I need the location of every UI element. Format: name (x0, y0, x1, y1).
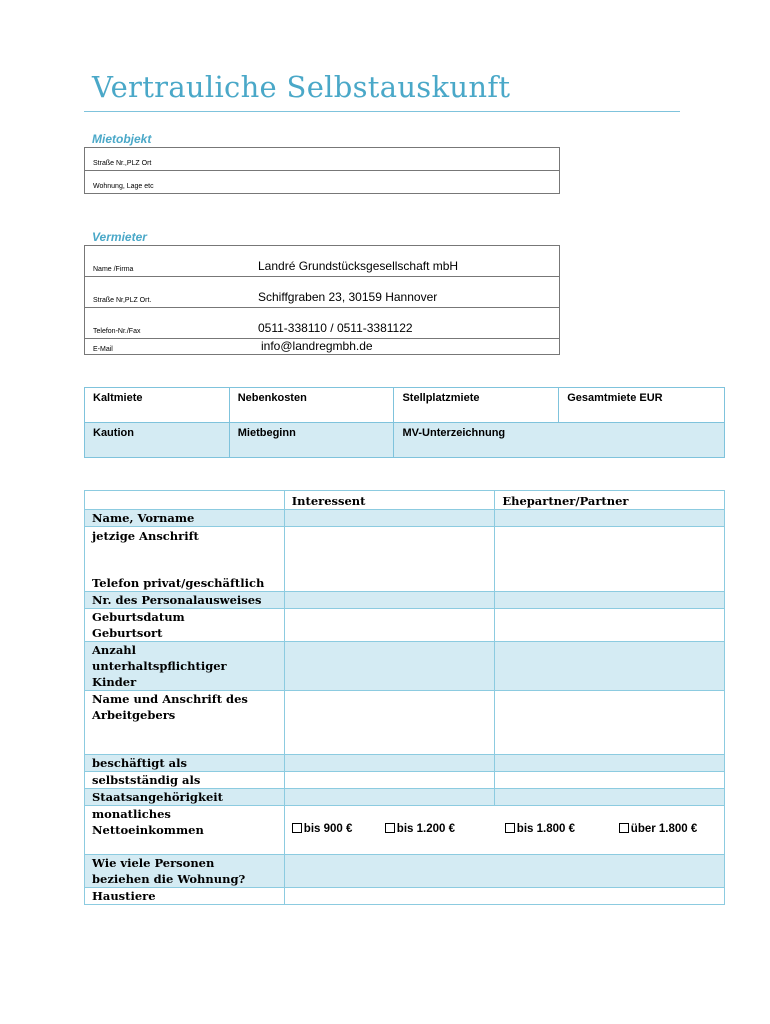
row-label-geburt (85, 609, 285, 642)
row-label-arbeitgeber-line1: Name und Anschrift des (92, 692, 248, 706)
row-label-personen-line1: Wie viele Personen (92, 856, 215, 870)
miete-table (84, 387, 725, 458)
row-label-kinder-line1: Anzahl (92, 643, 136, 657)
row-label-selbststaendig: selbstständig als (85, 772, 285, 789)
partner-staat-cell[interactable] (495, 789, 725, 806)
haustiere-cell[interactable] (284, 888, 724, 905)
interessent-anschrift-cell[interactable] (284, 527, 495, 592)
vermieter-address-value: Schiffgraben 23, 30159 Hannover (250, 277, 560, 308)
income-options (284, 806, 724, 855)
row-label-staatsangehoerigkeit: Staatsangehörigkeit (85, 789, 285, 806)
interessent-selbststaendig-cell[interactable] (284, 772, 495, 789)
partner-geburt-cell[interactable] (495, 609, 725, 642)
header-blank (85, 491, 285, 510)
income-option-label: über 1.800 € (630, 823, 698, 835)
income-option-label: bis 1.200 € (396, 823, 455, 835)
interessent-staat-cell[interactable] (284, 789, 495, 806)
vermieter-table (84, 245, 560, 355)
page-title: Vertrauliche Selbstauskunft (92, 70, 511, 104)
field-wohnung-lage[interactable]: Wohnung, Lage etc (85, 171, 560, 194)
field-stellplatzmiete[interactable]: Stellplatzmiete (394, 388, 559, 423)
interessent-arbeitgeber-cell[interactable] (284, 691, 495, 755)
row-label-haustiere: Haustiere (85, 888, 285, 905)
row-label-kinder-line2: unterhaltspflichtiger (92, 659, 227, 673)
vermieter-phone-label: Telefon-Nr./Fax (85, 308, 251, 339)
checkbox-icon[interactable] (385, 823, 395, 833)
vermieter-name-label: Name /Firma (85, 246, 251, 277)
title-divider (84, 111, 680, 112)
interessent-name-cell[interactable] (284, 510, 495, 527)
row-label-arbeitgeber (85, 691, 285, 755)
partner-arbeitgeber-cell[interactable] (495, 691, 725, 755)
field-kaution[interactable]: Kaution (85, 423, 230, 458)
row-label-personen-line2: beziehen die Wohnung? (92, 872, 246, 886)
personen-cell[interactable] (284, 855, 724, 888)
row-label-netto (85, 806, 285, 855)
header-interessent: Interessent (284, 491, 495, 510)
field-nebenkosten[interactable]: Nebenkosten (229, 388, 394, 423)
header-partner: Ehepartner/Partner (495, 491, 725, 510)
interessent-ausweis-cell[interactable] (284, 592, 495, 609)
section-label-vermieter: Vermieter (92, 230, 147, 244)
checkbox-icon[interactable] (292, 823, 302, 833)
income-option-1800[interactable] (505, 821, 575, 837)
row-label-netto-line2: Nettoeinkommen (92, 823, 204, 837)
income-option-1200[interactable] (385, 821, 455, 837)
field-kaltmiete[interactable]: Kaltmiete (85, 388, 230, 423)
vermieter-address-label: Straße Nr,PLZ Ort. (85, 277, 251, 308)
income-option-label: bis 900 € (303, 823, 353, 835)
partner-name-cell[interactable] (495, 510, 725, 527)
row-label-kinder-line3: Kinder (92, 675, 137, 689)
field-mietbeginn[interactable]: Mietbeginn (229, 423, 394, 458)
interessent-kinder-cell[interactable] (284, 642, 495, 691)
interessent-beschaeftigt-cell[interactable] (284, 755, 495, 772)
row-label-geburtsort: Geburtsort (92, 626, 163, 640)
partner-beschaeftigt-cell[interactable] (495, 755, 725, 772)
vermieter-phone-value: 0511-338110 / 0511-3381122 (250, 308, 560, 339)
vermieter-email-value: info@landregmbh.de (250, 339, 560, 355)
row-label-arbeitgeber-line2: Arbeitgebers (92, 708, 176, 722)
field-strasse-plz-ort[interactable]: Straße Nr.,PLZ Ort (85, 148, 560, 171)
row-label-netto-line1: monatliches (92, 807, 171, 821)
applicant-table (84, 490, 725, 905)
row-label-personen (85, 855, 285, 888)
row-label-beschaeftigt: beschäftigt als (85, 755, 285, 772)
section-label-mietobjekt: Mietobjekt (92, 132, 152, 146)
income-option-900[interactable] (292, 821, 353, 837)
vermieter-email-label: E-Mail (85, 339, 251, 355)
income-option-label: bis 1.800 € (516, 823, 575, 835)
field-gesamtmiete[interactable]: Gesamtmiete EUR (559, 388, 725, 423)
row-label-telefon: Telefon privat/geschäftlich (92, 576, 265, 590)
mietobjekt-table (84, 147, 560, 194)
row-label-geburtsdatum: Geburtsdatum (92, 610, 185, 624)
row-label-name: Name, Vorname (85, 510, 285, 527)
field-mv-unterzeichnung[interactable]: MV-Unterzeichnung (394, 423, 725, 458)
row-label-kinder (85, 642, 285, 691)
partner-anschrift-cell[interactable] (495, 527, 725, 592)
row-label-anschrift: jetzige Anschrift (92, 529, 199, 543)
partner-selbststaendig-cell[interactable] (495, 772, 725, 789)
checkbox-icon[interactable] (505, 823, 515, 833)
income-option-ueber-1800[interactable] (619, 821, 697, 837)
row-label-ausweis: Nr. des Personalausweises (85, 592, 285, 609)
partner-ausweis-cell[interactable] (495, 592, 725, 609)
row-label-anschrift-telefon (85, 527, 285, 592)
partner-kinder-cell[interactable] (495, 642, 725, 691)
vermieter-name-value: Landré Grundstücksgesellschaft mbH (250, 246, 560, 277)
checkbox-icon[interactable] (619, 823, 629, 833)
interessent-geburt-cell[interactable] (284, 609, 495, 642)
